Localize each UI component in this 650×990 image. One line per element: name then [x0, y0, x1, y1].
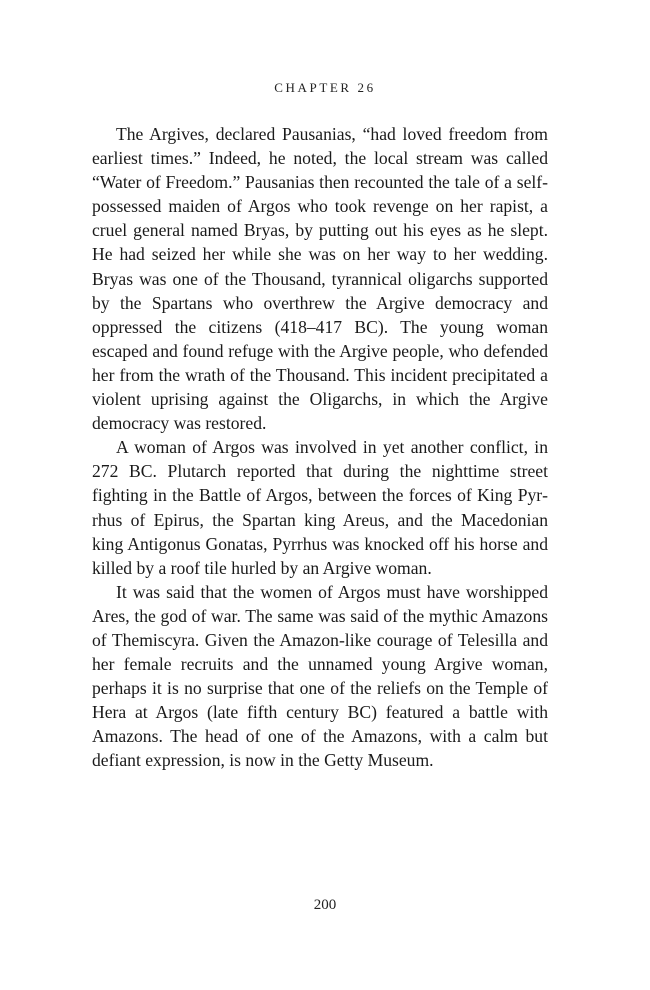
body-text [92, 122, 548, 773]
paragraph: The Argives, declared Pausanias, “had loved freedom from earliest times.” Indeed, he noted, the local stream was called “Water of Freedom.” Pausanias then recounted the tale of a self-possessed maiden of Argos who took revenge on her rapist, a cruel general named Bryas, by putting out his eyes as he slept. He had seized her while she was on her way to her wedding. Bryas was one of the Thousand, tyrannical oligarchs supported by the Spartans who overthrew the Argive democracy and oppressed the citizens (418–417 BC). The young woman escaped and found refuge with the Argive people, who defended her from the wrath of the Thousand. This incident precipitated a violent uprising against the Oligarchs, in which the Argive democracy was restored. [92, 124, 548, 434]
paragraph: A woman of Argos was involved in yet another conflict, in 272 BC. Plutarch reported that during the nighttime street fighting in the Battle of Argos, between the forces of King Pyrrhus of Epirus, the Spartan king Areus, and the Macedonian king Antigonus Gonatas, Pyrrhus was knocked off his horse and killed by a roof tile hurled by an Argive woman. [92, 437, 548, 578]
paragraph: It was said that the women of Argos must have worshipped Ares, the god of war. The same was said of the mythic Amazons of Themiscyra. Given the Amazon-like courage of Telesilla and her female recruits and the unnamed young Argive woman, perhaps it is no surprise that one of the reliefs on the Temple of Hera at Argos (late fifth century BC) featured a battle with Amazons. The head of one of the Amazons, with a calm but defiant expression, is now in the Getty Museum. [92, 581, 548, 771]
running-head: CHAPTER 26 [274, 80, 376, 95]
page-number: 200 [313, 897, 337, 913]
